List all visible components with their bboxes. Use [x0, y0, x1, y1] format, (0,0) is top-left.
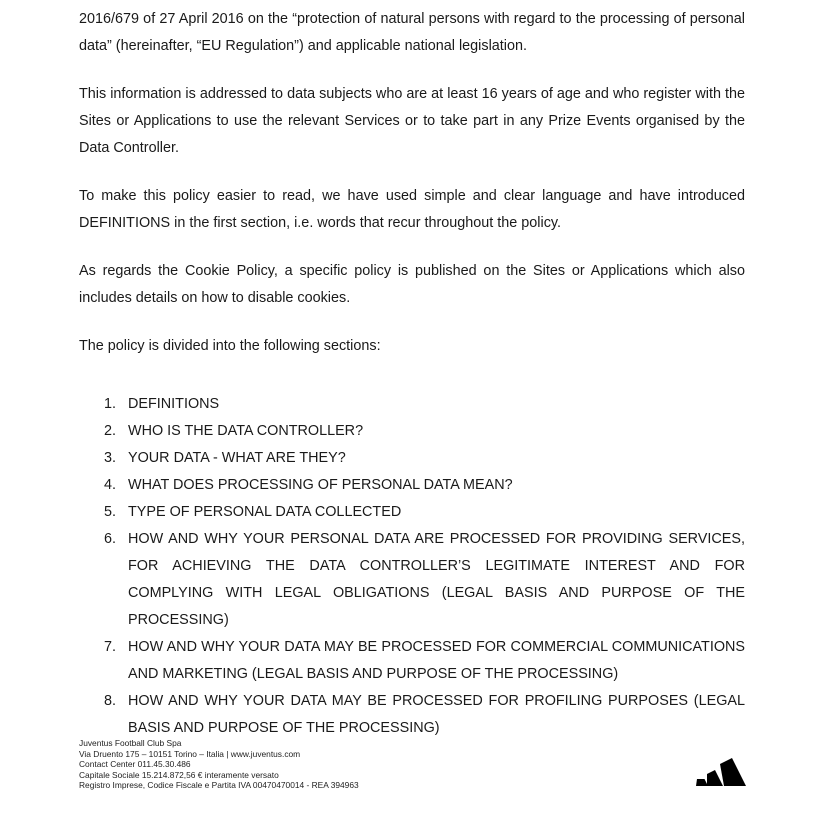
- list-item: [79, 472, 745, 499]
- logo-stripe-medium: [707, 770, 723, 786]
- list-item-number: 5.: [104, 504, 117, 520]
- paragraph-regulation: 2016/679 of 27 April 2016 on the “protection of natural persons with regard to the processing of personal data” (hereinafter, “EU Regulation”) and applicable national legislation.: [79, 11, 745, 54]
- list-item-text: HOW AND WHY YOUR DATA MAY BE PROCESSED FOR COMMERCIAL COMMUNICATIONS AND MARKETING (LEGAL BASIS AND PURPOSE OF THE PROCESSING): [128, 639, 745, 682]
- list-item-number: 4.: [104, 477, 117, 493]
- paragraph-cookie-policy: As regards the Cookie Policy, a specific policy is published on the Sites or Applications which also includes details on how to disable cookies.: [79, 263, 745, 306]
- list-item: [79, 445, 745, 472]
- footer-registry: Registro Imprese, Codice Fiscale e Partita IVA 00470470014 - REA 394963: [79, 780, 359, 791]
- list-item: [79, 526, 745, 634]
- paragraph-addressees: This information is addressed to data subjects who are at least 16 years of age and who register with the Sites or Applications to use the relevant Services or to take part in any Prize Events organised by the Data Controller.: [79, 86, 745, 156]
- footer-address: Via Druento 175 – 10151 Torino – Italia | www.juventus.com: [79, 748, 301, 759]
- list-item-text: HOW AND WHY YOUR PERSONAL DATA ARE PROCESSED FOR PROVIDING SERVICES, FOR ACHIEVING THE DATA CONTROLLER’S LEGITIMATE INTEREST AND FOR COMPLYING WITH LEGAL OBLIGATIONS (LEGAL BASIS AND PURPOSE OF THE PROCESSING): [128, 531, 745, 628]
- list-item-text: TYPE OF PERSONAL DATA COLLECTED: [128, 504, 402, 520]
- sections-list: [79, 391, 745, 742]
- logo-stripe-small: [696, 779, 708, 786]
- list-item: [79, 499, 745, 526]
- logo-stripe-large: [720, 758, 746, 786]
- list-item: [79, 634, 745, 688]
- list-item-number: 6.: [104, 531, 117, 547]
- list-item: [79, 391, 745, 418]
- list-item-number: 2.: [104, 423, 117, 439]
- list-item-text: WHAT DOES PROCESSING OF PERSONAL DATA MEAN?: [128, 477, 513, 493]
- list-item-text: WHO IS THE DATA CONTROLLER?: [128, 423, 364, 439]
- document-body: [79, 6, 745, 736]
- list-item-number: 1.: [104, 396, 117, 412]
- paragraph-sections-intro: The policy is divided into the following sections:: [79, 338, 381, 354]
- list-item-text: YOUR DATA - WHAT ARE THEY?: [128, 450, 346, 466]
- company-footer: [79, 738, 359, 791]
- paragraph-readability: To make this policy easier to read, we have used simple and clear language and have introduced DEFINITIONS in the first section, i.e. words that recur throughout the policy.: [79, 188, 745, 231]
- footer-contact-center: Contact Center 011.45.30.486: [79, 759, 191, 770]
- list-item: [79, 418, 745, 445]
- list-item-number: 8.: [104, 693, 117, 709]
- adidas-performance-logo-icon: [694, 752, 748, 788]
- list-item-number: 7.: [104, 639, 117, 655]
- list-item: [79, 688, 745, 742]
- list-item-text: HOW AND WHY YOUR DATA MAY BE PROCESSED FOR PROFILING PURPOSES (LEGAL BASIS AND PURPOSE OF THE PROCESSING): [128, 693, 745, 736]
- footer-share-capital: Capitale Sociale 15.214.872,56 € interamente versato: [79, 769, 279, 780]
- footer-company-name: Juventus Football Club Spa: [79, 738, 182, 748]
- list-item-number: 3.: [104, 450, 117, 466]
- list-item-text: DEFINITIONS: [128, 396, 220, 412]
